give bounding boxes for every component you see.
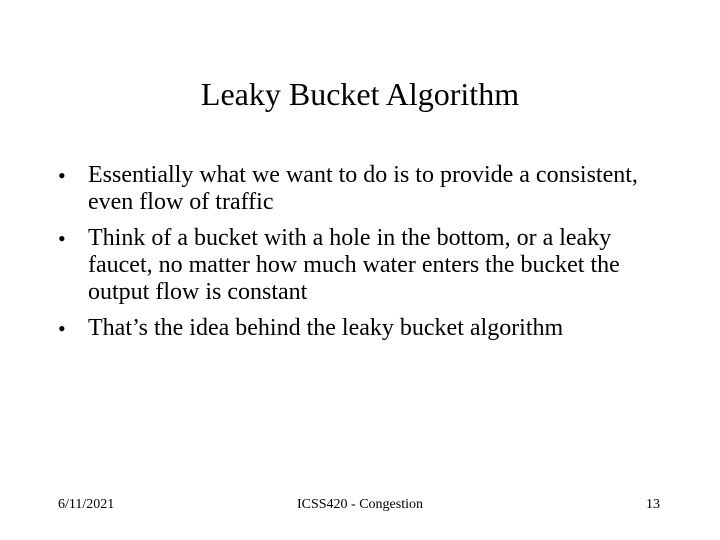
bullet-text: Essentially what we want to do is to provide a consistent, even flow of traffic bbox=[88, 162, 638, 215]
bullet-item bbox=[58, 315, 678, 342]
bullet-text: Think of a bucket with a hole in the bottom, or a leaky faucet, no matter how much water enters the bucket the output flow is constant bbox=[88, 225, 620, 305]
bullet-marker: • bbox=[58, 226, 66, 251]
bullet-list bbox=[58, 162, 678, 351]
footer-page-number: 13 bbox=[646, 497, 660, 512]
footer-date: 6/11/2021 bbox=[58, 497, 115, 512]
footer-course: ICSS420 - Congestion bbox=[296, 497, 423, 512]
bullet-item bbox=[58, 225, 678, 306]
slide-title: Leaky Bucket Algorithm bbox=[200, 76, 520, 112]
bullet-item bbox=[58, 162, 678, 216]
bullet-text: That’s the idea behind the leaky bucket algorithm bbox=[88, 315, 564, 341]
bullet-marker: • bbox=[58, 163, 66, 188]
bullet-marker: • bbox=[58, 316, 66, 341]
